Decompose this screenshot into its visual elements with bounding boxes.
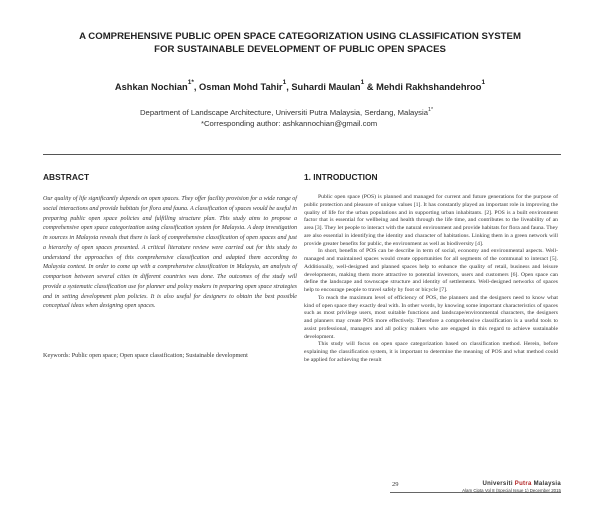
affiliation-block <box>140 108 470 129</box>
author-name: Suhardi Maulan <box>291 82 361 92</box>
author-separator: , <box>286 82 292 92</box>
publisher-accent: Putra <box>514 481 532 487</box>
author-superscript: 1* <box>187 79 194 86</box>
journal-citation: Alam Cipta Vol 8 (Special Issue 1) December 2015 <box>462 488 561 493</box>
abstract-heading: ABSTRACT <box>43 172 90 182</box>
affiliation-line <box>140 108 470 119</box>
keywords: Keywords: Public open space; Open space classification; Sustainable development <box>43 352 248 359</box>
affiliation-text: Department of Landscape Architecture, Universiti Putra Malaysia, Serdang, Malaysia <box>140 108 428 117</box>
publisher-suffix: Malaysia <box>531 481 561 487</box>
author-superscript: 1 <box>481 79 486 86</box>
author-list <box>40 79 560 92</box>
author-name: Osman Mohd Tahir <box>199 82 283 92</box>
author-separator: & <box>364 82 377 92</box>
introduction-paragraph: Public open space (POS) is planned and managed for current and future generations for the purpose of public protection and pleasure of unique values [1]. It has constantly played an important role in improving the quality of life for the urban populations and in supporting urban inhabitants. [2]. POS is a built environment factor that is essential for wellbeing and health through the life time, and contributes to the liveability of an area [3]. They let people to interact with the natural environment and provide habitats for flora and fauna. They are also essential in identifying the identity and character of habitations. Linking them in a green network will provide greater benefits for public, the environment as well as biodiversity [4]. <box>304 194 558 247</box>
author-superscript: 1 <box>282 79 287 86</box>
introduction-paragraph: In short, benefits of POS can be describe in term of social, economy and environmental aspects. Well-managed and maintained spaces would create opportunities for all segments of the communal to interact [5]. Additionally, well-designed and planned spaces help to enhance the quality of retail, business and leisure developments, making them more attractive to potential investors, users and customers [6]. Open space can define the landscape and townscape structure and identity of settlements. Well-designed networks of spaces help to encourage people to travel safely by foot or bicycle [7]. <box>304 248 558 293</box>
introduction-paragraph: To reach the maximum level of efficiency of POS, the planners and the designers need to know what kind of open space they exactly deal with. In other words, by knowing some important characteristics of spaces such as most privilege users, most suitable functions and landscape/environmental characters, the designers and planners may create POS more effectively. Therefore a comprehensive classification is a useful tools to assist professional, managers and all policy makers who are engaged in this regard to achieve sustainable development. <box>304 294 558 340</box>
author-name: Ashkan Nochian <box>114 82 188 92</box>
author-name: Mehdi Rakhshandehroo <box>376 82 482 92</box>
introduction-body <box>304 194 558 365</box>
publisher-name <box>462 481 561 487</box>
title-line-1: A COMPREHENSIVE PUBLIC OPEN SPACE CATEGORIZATION USING CLASSIFICATION SYSTEM <box>79 31 521 42</box>
abstract-body: Our quality of life significantly depends on open spaces. They offer facility provision for a wide range of social interactions and provide habitats for flora and fauna. A classification of spaces would be useful in preparing public open space policies and fulfilling structure plan. This study aims to propose a comprehensive open space categorization using classification system for Malaysia. A deep investigation in sources in Malaysia reveals that there is lack of comprehensive classification of open spaces and just a hierarchy of open spaces presented. A critical literature review were carried out for this study to understand the approaches of this comprehensive classification and adapted them according to Malaysia context. In order to come up with a comprehensive classification in Malaysia, an analysis of comparison between several cities in different countries was done. The outcomes of the study will provide a systematic classification use for planner and policy makers in preparing open space strategies and in setting development plan policies. It is also useful for designers to obtain the best possible conceptual ideas when designing open spaces. <box>43 196 297 310</box>
introduction-paragraph: This study will focus on open space categorization based on classification method. Herein, before explaining the classification system, it is important to determine the meaning of POS and what method could be applied for achieving the result <box>304 341 558 363</box>
paper-title <box>40 31 560 56</box>
header-divider <box>43 154 561 155</box>
author-superscript: 1 <box>360 79 365 86</box>
corresponding-author: *Corresponding author: ashkannochian@gmail.com <box>201 118 378 128</box>
page-number: 29 <box>392 481 399 488</box>
introduction-heading: 1. INTRODUCTION <box>304 172 378 182</box>
title-line-2: FOR SUSTAINABLE DEVELOPMENT OF PUBLIC OPEN SPACES <box>154 43 446 55</box>
affiliation-superscript: 1* <box>428 107 434 113</box>
publisher-block <box>462 481 561 493</box>
author-separator: , <box>193 82 200 92</box>
publisher-prefix: Universiti <box>482 481 515 487</box>
